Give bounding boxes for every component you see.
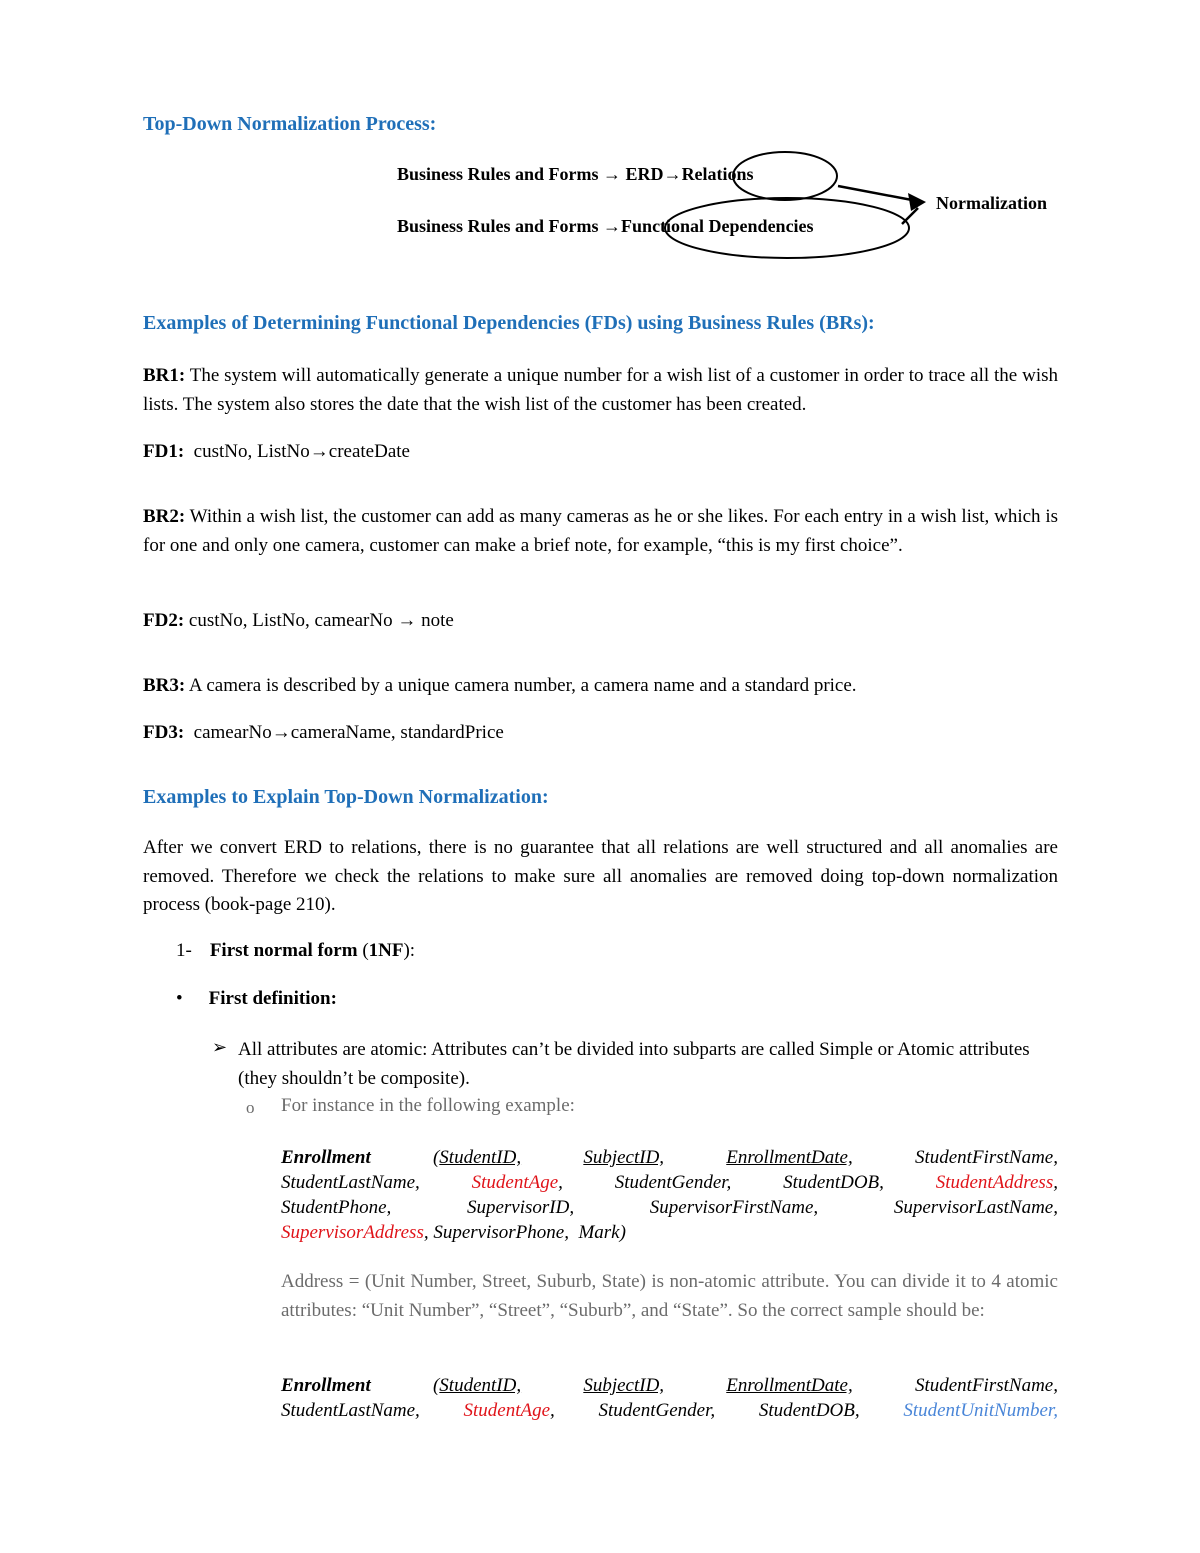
atomic-definition-text: All attributes are atomic: Attributes can’t be divided into subparts are called Simple or Atomic attributes (they shouldn’t be composite). xyxy=(238,1039,1030,1089)
relation-name: Enrollment xyxy=(281,1147,371,1168)
nf1-title: First normal form xyxy=(209,940,358,961)
br3-text: A camera is described by a unique camera number, a camera name and a standard price. xyxy=(185,675,857,696)
attr-supervisoraddress: SupervisorAddress xyxy=(281,1222,424,1243)
attr-studentgender: StudentGender, xyxy=(598,1400,716,1421)
normalization-label: Normalization xyxy=(936,193,1047,213)
functional-dependency-2 xyxy=(143,607,1058,636)
attr-studentgender: StudentGender, xyxy=(614,1172,732,1193)
bullet-first-definition xyxy=(176,988,337,1010)
intro-paragraph: After we convert ERD to relations, there is no guarantee that all relations are well structured and all anomalies are removed. Therefore we check the relations to make sure all anomalies are removed doing top-down normalization process (book-page 210). xyxy=(143,837,1058,915)
attr-studentlastname: StudentLastName, xyxy=(281,1172,420,1193)
list-number: 1- xyxy=(176,940,192,961)
for-instance-text: For instance in the following example: xyxy=(281,1095,575,1116)
br2-label: BR2: xyxy=(143,506,186,527)
br1-text: The system will automatically generate a unique number for a wish list of a customer in order to trace all the wish lists. The system also stores the date that the wish list of the customer has been created. xyxy=(143,365,1058,415)
section-heading-fd-examples: Examples of Determining Functional Dependencies (FDs) using Business Rules (BRs): xyxy=(143,312,875,334)
br2-text: Within a wish list, the customer can add as many cameras as he or she likes. For each entry in a wish list, which is for one and only one camera, customer can make a brief note, for example, “this is my first choice”. xyxy=(143,506,1058,556)
arrow-bullet-icon: ➢ xyxy=(212,1037,228,1057)
attr-studentunitnumber: StudentUnitNumber, xyxy=(903,1400,1058,1421)
fd3-label: FD3: xyxy=(143,722,185,743)
business-rules-label: Business Rules and Forms xyxy=(397,216,604,236)
fd-to-normalization-line xyxy=(902,208,918,224)
address-note: Address = (Unit Number, Street, Suburb, State) is non-atomic attribute. You can divide it to 4 atomic attributes: “Unit Number”, “Street”, “Suburb”, and “State”. So the correct sample should be: xyxy=(281,1271,1058,1321)
diagram-row-erd xyxy=(397,164,754,185)
nf1-abbrev: 1NF xyxy=(368,940,404,961)
functional-dependencies-label: Functional Dependencies xyxy=(621,216,814,236)
relation-name: Enrollment xyxy=(281,1375,371,1396)
functional-dependency-1 xyxy=(143,438,1058,467)
attr-supervisorfirstname: SupervisorFirstName, xyxy=(649,1197,819,1218)
attr-subjectid: SubjectID, xyxy=(583,1375,665,1396)
br1-label: BR1: xyxy=(143,365,186,386)
fd2-label: FD2: xyxy=(143,610,185,631)
attr-studentdob: StudentDOB, xyxy=(758,1400,860,1421)
enrollment-relation-2: Enrollment (StudentID, SubjectID, EnrollmentDate, StudentFirstName, StudentLastName, StudentAge, StudentGender, StudentDOB, StudentUnitNumber, xyxy=(281,1375,1058,1421)
relations-label: Relations xyxy=(681,164,754,184)
attr-studentfirstname: StudentFirstName, xyxy=(914,1147,1058,1168)
attr-studentdob: StudentDOB, xyxy=(783,1172,884,1193)
business-rule-3 xyxy=(143,672,1058,701)
attr-enrollmentdate: EnrollmentDate, xyxy=(726,1147,853,1168)
attr-supervisorlastname: SupervisorLastName, xyxy=(893,1197,1058,1218)
bullet-icon: • xyxy=(176,988,183,1009)
business-rule-2 xyxy=(143,503,1058,560)
fd1-text: custNo, ListNo→createDate xyxy=(184,441,410,462)
attr-studentid: StudentID, xyxy=(439,1147,522,1168)
fd1-label: FD1: xyxy=(143,441,185,462)
business-rules-label: Business Rules and Forms xyxy=(397,164,604,184)
fd2-text: custNo, ListNo, camearNo → note xyxy=(184,610,454,631)
first-definition-label: First definition: xyxy=(208,988,337,1009)
fd3-text: camearNo→cameraName, standardPrice xyxy=(184,722,504,743)
attr-subjectid: SubjectID, xyxy=(583,1147,665,1168)
erd-label: ERD xyxy=(621,164,664,184)
section-heading-top-down-examples: Examples to Explain Top-Down Normalization: xyxy=(143,786,549,808)
circle-bullet-icon: o xyxy=(246,1098,255,1117)
nf1-close: ): xyxy=(403,940,416,961)
attr-enrollmentdate: EnrollmentDate, xyxy=(726,1375,853,1396)
attr-tail: , SupervisorPhone, Mark) xyxy=(423,1222,626,1243)
arrow-icon: → xyxy=(663,164,682,184)
attr-studentage: StudentAge xyxy=(471,1172,559,1193)
functional-dependency-3 xyxy=(143,719,1058,748)
diagram-row-fd xyxy=(397,216,814,237)
attr-studentphone: StudentPhone, xyxy=(281,1197,392,1218)
br3-label: BR3: xyxy=(143,675,186,696)
attr-supervisorid: SupervisorID, xyxy=(466,1197,575,1218)
attr-studentaddress: StudentAddress xyxy=(935,1172,1054,1193)
open-paren: ( xyxy=(432,1375,440,1396)
open-paren: ( xyxy=(432,1147,440,1168)
section-heading-top-down: Top-Down Normalization Process: xyxy=(143,113,437,135)
arrow-icon: → xyxy=(603,216,622,236)
attr-studentage: StudentAge xyxy=(463,1400,551,1421)
arrow-icon: → xyxy=(603,164,622,184)
attr-studentlastname: StudentLastName, xyxy=(281,1400,420,1421)
diagram-shapes xyxy=(0,0,1200,280)
attr-studentid: StudentID, xyxy=(439,1375,522,1396)
nf1-paren: ( xyxy=(357,940,369,961)
relations-to-normalization-line xyxy=(838,186,912,200)
list-item-1nf xyxy=(176,940,415,962)
business-rule-1 xyxy=(143,362,1058,419)
attr-studentfirstname: StudentFirstName, xyxy=(914,1375,1058,1396)
enrollment-relation-1: Enrollment (StudentID, SubjectID, EnrollmentDate, StudentFirstName, StudentLastName, StudentAge, StudentGender, StudentDOB, StudentAddress, StudentPhone, SupervisorID, SupervisorFirstName, SupervisorLastName, SupervisorAddress, SupervisorPhone, Mark) xyxy=(281,1147,1058,1243)
